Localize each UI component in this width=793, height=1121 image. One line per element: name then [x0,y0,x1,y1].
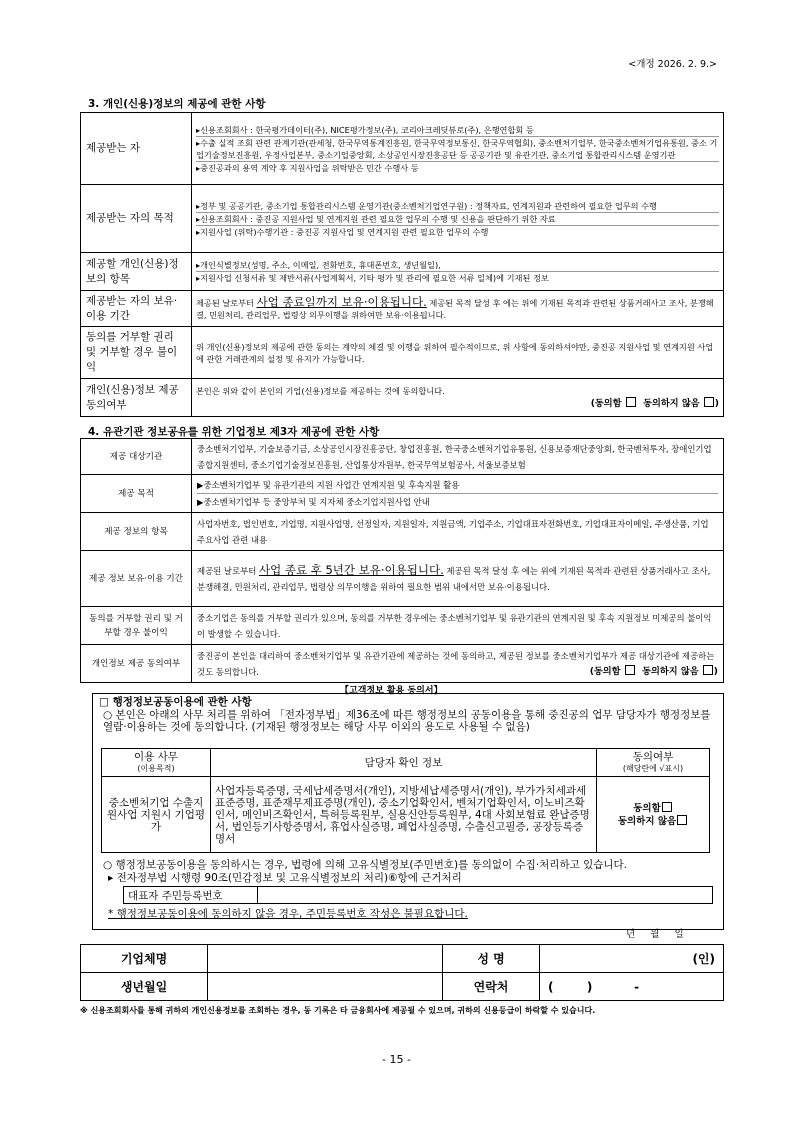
s3-purpose-cell [192,185,724,253]
s4-agree-checkbox[interactable] [625,665,635,675]
admin-col-info: 담당자 확인 정보 [211,749,597,777]
s4-consent-choice [590,664,718,680]
birthdate-label: 생년월일 [81,973,208,1001]
s3-purpose-label: 제공받는 자의 목적 [81,185,192,253]
s4-period-label: 제공 정보 보유·이용 기간 [81,551,192,607]
signature-date: 년 월 일 [626,929,684,940]
admin-intro-text: ○ 본인은 아래의 사무 처리를 위하여 「전자정부법」제36조에 따른 행정정보의 공동이용을 통해 중진공의 업무 담당자가 행정정보를 열람·이용하는 것에 동의합니다. (기재된 행정정보는 해당 사무 이외의 용도로 사용될 수 없음) [103,709,711,733]
s4-disagree-checkbox[interactable] [703,665,713,675]
s3-recipient-b: ▸수출 실적 조회 관련 관계기관(관세청, 한국무역통계진흥원, 한국무역정보통신, 한국무역협회), 중소벤처기업부, 한국중소벤처기업유통원, 중소 기업기술정보진흥원, 우정사업본부, 중소기업중앙회, 소상공인시장진흥공단 등 공공기관 및 유관기관, 중소기업 통합관리시스템 운영기관 [196,137,718,160]
admin-col-task-sub: (이용목적) [137,763,175,773]
footnote: ※ 신용조회회사를 통해 귀하의 개인신용정보를 조회하는 경우, 동 기록은 타 금융회사에 제공될 수 있으며, 귀하의 신용등급이 하락할 수 있습니다. [80,1006,596,1015]
applicant-name-label: 성 명 [443,945,540,973]
admin-note-optional: * 행정정보공동이용에 동의하지 않을 경우, 주민등록번호 작성은 불필요합니다. [108,908,468,920]
admin-consent-choice [597,777,710,853]
applicant-name-input[interactable] [540,945,724,973]
admin-task-value: 중소벤처기업 수출지원사업 지원시 기업평가 [102,777,211,853]
s3-close-paren: ) [714,398,719,409]
s4-target-label: 제공 대상기관 [81,439,192,475]
s3-agree-label: (동의함 [590,398,622,409]
s3-consent-text: 본인은 위와 같이 본인의 기업(신용)정보를 제공하는 것에 동의합니다. [196,386,445,396]
s3-recipient-label: 제공받는 자 [81,113,192,185]
s3-disagree-checkbox[interactable] [704,397,714,407]
contact-input[interactable]: ( ) - [540,973,724,1001]
admin-col-consent [597,749,710,777]
admin-section-title: □ 행정정보공동이용에 관한 사항 [99,696,252,708]
rrn-table [123,886,713,904]
s4-close-paren: ) [713,665,718,677]
s3-recipient-a: ▸신용조회회사 : 한국평가데이터(주), NICE평가정보(주), 코리아크레딧뷰로(주), 은행연합회 등 [196,124,719,137]
rrn-label: 대표자 주민등록번호 [124,887,258,904]
s3-recipient-cell [192,113,724,185]
s3-consent-cell [192,379,724,417]
birthdate-input[interactable] [208,973,443,1001]
s4-period-highlight: 사업 종료 후 5년간 보유·이용됩니다. [258,563,444,577]
s3-items-cell [192,253,724,291]
section3-title: 3. 개인(신용)정보의 제공에 관한 사항 [88,98,266,110]
s4-consent-cell [192,645,724,683]
s4-purpose-cell [192,475,724,513]
company-name-input[interactable] [208,945,443,973]
s3-consent-choice [591,397,719,410]
contact-label: 연락처 [443,973,540,1001]
s4-purpose-label: 제공 목적 [81,475,192,513]
admin-yes-checkbox[interactable] [662,802,672,812]
s4-items-text: 사업자번호, 법인번호, 기업명, 지원사업명, 선정일자, 지원일자, 지원금액, 기업주소, 기업대표자전화번호, 기업대표자이메일, 주생산품, 기업 주요사업 관련 내용 [192,513,724,551]
s4-consent-text: 중진공이 본인을 대리하여 중소벤처기업부 및 유관기관에 제공하는 것에 동의하고, 제공된 정보를 중소벤처기업부가 제공 대상기관에 제공하는 것도 동의합니다. [197,650,715,677]
s4-consent-label: 개인정보 제공 동의여부 [81,645,192,683]
s3-period-post: 제공된 목적 달성 후 에는 위에 기재된 목적과 관련된 상품거래사고 조사, 분쟁해결, 민원처리, 관리업무, 법령상 의무이행을 위하여만 보유·이용됩니다. [196,298,714,320]
seal-mark: (인) [692,952,715,966]
section3-table [80,112,724,417]
s3-period-highlight: 사업 종료일까지 보유·이용됩니다. [256,295,427,309]
s3-period-label: 제공받는 자의 보유·이용 기간 [81,291,192,327]
s3-items-a: ▸개인식별정보(성명, 주소, 이메일, 전화번호, 휴대폰번호, 생년월일), [196,259,719,272]
admin-col-task-label: 이용 사무 [134,750,178,763]
s3-consent-label: 개인(신용)정보 제공 동의여부 [81,379,192,417]
s3-period-pre: 제공된 날로부터 [196,298,257,308]
s3-refusal-label: 동의를 거부할 권리 및 거부할 경우 불이익 [81,327,192,379]
s4-purpose-a: ▶중소벤처기업부 및 유관기관의 지원 사업간 연계지원 및 후속지원 활용 [197,477,718,494]
admin-col-consent-label: 동의여부 [632,750,674,763]
s3-items-b: ▸지원사업 신청서류 및 제반서류(사업계획서, 기타 평가 및 관리에 필요한 서류 일체)에 기재된 정보 [196,273,549,283]
s4-disagree-label: 동의하지 않음 [642,665,699,677]
s4-agree-label: (동의함 [589,665,621,677]
admin-info-list: 사업자등록증명, 국세납세증명서(개인), 지방세납세증명서(개인), 부가가치세과세표준증명, 표준재무제표증명(개인), 중소기업확인서, 벤처기업확인서, 이노비즈확인서, 메인비즈확인서, 특허등록원부, 실용신안등록원부, 4대 사회보험료 완납증명서, 법인등기사항증명서, 휴업사실증명, 폐업사실증명, 수출신고필증, 공장등록증명서 [211,777,597,853]
admin-col-consent-sub: (해당란에 √표시) [622,763,684,773]
s3-period-cell [192,291,724,327]
admin-info-table [101,748,710,853]
s4-purpose-b: ▶중소벤처기업부 등 중앙부처 및 지자체 중소기업지원사업 안내 [197,497,430,507]
s4-period-pre: 제공된 날로부터 [197,566,259,576]
s3-recipient-c: ▸중진공과의 용역 계약 후 지원사업을 위탁받은 민간 수행사 등 [196,162,419,173]
customer-consent-header: 【고객정보 활용 동의서】 [340,686,443,696]
s3-agree-checkbox[interactable] [626,397,636,407]
s3-purpose-a: ▸정부 및 공공기관, 중소기업 통합관리시스템 운영기관(중소벤처기업연구원) : 정책자료, 연계지원과 관련하여 필요한 업무의 수행 [196,200,719,213]
section4-title: 4. 유관기관 정보공유를 위한 기업정보 제3자 제공에 관한 사항 [88,426,380,438]
admin-no-checkbox[interactable] [677,815,687,825]
s3-purpose-b: ▸신용조회회사 : 중진공 지원사업 및 연계지원 관련 필요한 업무의 수행 및 신용을 판단하기 위한 자료 [196,213,719,226]
admin-yes-label: 동의함 [633,802,661,814]
section4-table [80,438,724,683]
company-name-label: 기업체명 [81,945,208,973]
rrn-input[interactable] [258,887,713,904]
s4-items-label: 제공 정보의 항목 [81,513,192,551]
s3-purpose-c: ▸지원사업 (위탁)수행기관 : 중진공 지원사업 및 연계지원 관련 필요한 업무의 수행 [196,226,489,237]
s4-period-post: 제공된 목적 달성 후 에는 위에 기재된 목적과 관련된 상품거래사고 조사, 분쟁해결, 민원처리, 관리업무, 법령상 의무이행을 위하여 필요한 범위 내에서만 보유·이용됩니다. [197,566,711,592]
admin-col-task [102,749,211,777]
admin-no-label: 동의하지 않음 [617,815,677,827]
applicant-table [80,944,724,1001]
s4-target-text: 중소벤처기업부, 기술보증기금, 소상공인시장진흥공단, 창업진흥원, 한국중소벤처기업유통원, 신용보증재단중앙회, 한국벤처투자, 장애인기업종합지원센터, 중소기업기술정보진흥원, 산업통상자원부, 한국무역보험공사, 서울보증보험 [192,439,724,475]
s3-items-label: 제공할 개인(신용)정보의 항목 [81,253,192,291]
s3-disagree-label: 동의하지 않음 [643,398,700,409]
s4-refusal-text: 중소기업은 동의를 거부할 권리가 있으며, 동의를 거부한 경우에는 중소벤처기업부 및 유관기관의 연계지원 및 후속 지원정보 미제공의 불이익이 발생할 수 있습니다. [192,607,724,645]
s4-refusal-label: 동의를 거부할 권리 및 거부할 경우 불이익 [81,607,192,645]
admin-note-rrn: ○ 행정정보공동이용을 동의하시는 경우, 법령에 의해 고유식별정보(주민번호)를 동의없이 수집·처리하고 있습니다. [103,859,627,871]
s4-period-cell [192,551,724,607]
revision-date: <개정 2026. 2. 9.> [628,59,717,70]
admin-note-law: ▸ 전자정부법 시행령 90조(민감정보 및 고유식별정보의 처리)⑥항에 근거처리 [108,872,462,884]
page-number: - 15 - [382,1053,411,1066]
s3-refusal-text: 위 개인(신용)정보의 제공에 관한 동의는 계약의 체결 및 이행을 위하여 필수적이므로, 위 사항에 동의하셔야만, 중진공 지원사업 및 연계지원 사업에 관한 거래관계의 설정 및 유지가 가능합니다. [192,327,724,379]
